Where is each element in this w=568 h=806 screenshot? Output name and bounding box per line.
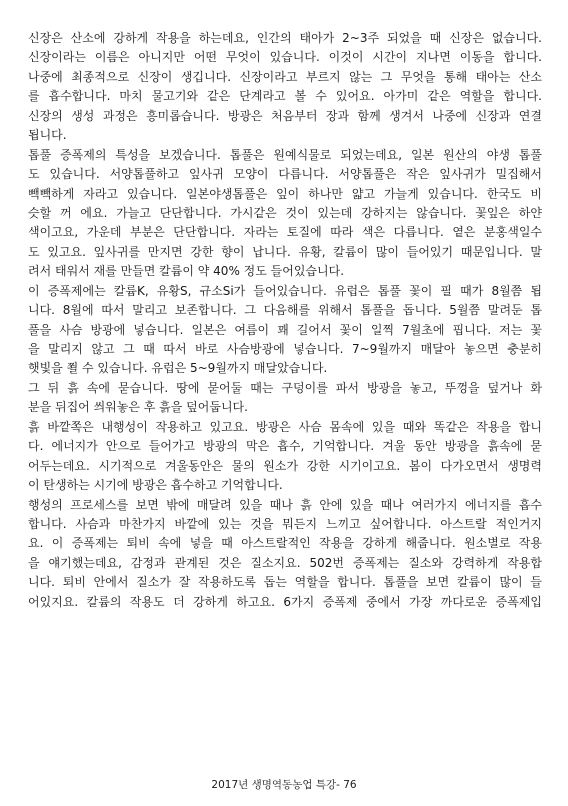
text-line: 이 탄생하는 시기에 방광은 흡수하고 기억합니다. — [28, 478, 283, 493]
text-line: 을 말리지 않고 그 때 따서 바로 사슴방광에 넣습니다. 7~9월까지 매달아 놓으면 충분히 — [28, 342, 542, 356]
text-line: 니다. 퇴비 안에서 질소가 잘 작용하도록 돕는 역할을 합니다. 톱풀을 보면 칼륨이 많이 들 — [28, 575, 542, 590]
text-line: 톱풀 증폭제의 특성을 보겠습니다. 톱풀은 원예식물로 되었는데요, 일본 원산의 야생 톱풀 — [28, 147, 542, 162]
text-line: 합니다. 사슴과 마찬가지 바깥에 있는 것을 뭐든지 느끼고 싶어합니다. 아스트랄 적인거지 — [28, 516, 542, 531]
text-line: 분을 뒤집어 씌워놓은 후 흙을 덮어둡니다. — [28, 400, 248, 415]
text-line: 흙 바깥쪽은 내행성이 작용하고 있고요. 방광은 사슴 몸속에 있을 때와 똑같은 작용을 합니 — [28, 419, 542, 434]
text-line: 그 뒤 흙 속에 묻습니다. 땅에 묻어둘 때는 구덩이를 파서 방광을 놓고, 뚜껑을 덮거나 화 — [28, 380, 542, 395]
text-line: 어있지요. 칼륨의 작용도 더 강하게 하고요. 6가지 증폭제 중에서 가장 까다로운 증폭제입 — [28, 594, 542, 609]
text-line: 다. 에너지가 안으로 들어가고 방광의 막은 흡수, 기억합니다. 겨울 동안 방광을 흙속에 묻 — [28, 439, 542, 454]
text-line: 신장은 산소에 강하게 작용을 하는데요, 인간의 태아가 2~3주 되었을 때 신장은 없습니다. — [28, 31, 542, 45]
text-line: 슷할 꺼 에요. 가늘고 단단합니다. 가시같은 것이 있는데 강하지는 않습니다. 꽃잎은 하얀 — [28, 205, 542, 220]
text-line: 빽빽하게 자라고 있습니다. 일본야생톱풀은 잎이 하나만 얇고 가늘게 있습니다. 한국도 비 — [28, 186, 542, 201]
text-line: 색이고요, 가운데 부분은 단단합니다. 자라는 토질에 따라 색은 다릅니다. 옅은 분홍색일수 — [28, 225, 542, 240]
text-line: 됩니다. — [28, 128, 67, 143]
page-footer: 2017년 생명역동농업 특강- 76 — [211, 779, 357, 791]
text-line: 니다. 8월에 따서 말리고 보존합니다. 그 다음해를 위해서 톱풀을 돕니다. 5월쯤 말려둔 톱 — [28, 303, 542, 318]
text-line: 나중에 최종적으로 신장이 생깁니다. 신장이라고 부르지 않는 그 무엇을 통해 태아는 산소 — [28, 69, 542, 84]
text-line: 풀을 사슴 방광에 넣습니다. 일본은 여름이 꽤 길어서 꽃이 일찍 7월초에 핍니다. 저는 꽃 — [28, 322, 542, 337]
text-line: 행성의 프로세스를 보면 밖에 매달려 있을 때나 흙 안에 있을 때나 여러가지 에너지를 흡수 — [28, 497, 542, 512]
text-line: 신장이라는 이름은 아니지만 어떤 무엇이 있습니다. 이것이 시간이 지나면 이동을 합니다. — [28, 50, 542, 65]
text-line: 어두는데요. 시기적으로 겨울동안은 물의 원소가 강한 시기이고요. 봄이 다가오면서 생명력 — [28, 458, 542, 473]
text-line: 이 증폭제에는 칼륨K, 유황S, 규소Si가 들어있습니다. 유럽은 톱풀 꽃이 필 때가 8월쯤 됩 — [28, 283, 542, 298]
text-line: 신장의 생성 과정은 흥미롭습니다. 방광은 처음부터 장과 함께 생겨서 나중에 신장과 연결 — [28, 108, 542, 123]
text-line: 를 흡수합니다. 마치 물고기와 같은 단계라고 볼 수 있어요. 아가미 같은 역할을 합니다. — [28, 89, 542, 104]
body-text — [28, 29, 542, 612]
text-line: 도 있고요. 잎사귀를 만지면 강한 향이 납니다. 유황, 칼륨이 많이 들어있기 때문입니다. 말 — [28, 244, 542, 259]
text-line: 려서 태워서 재를 만들면 칼륨이 약 40% 정도 들어있습니다. — [28, 264, 345, 279]
text-line: 을 얘기했는데요, 감정과 관계된 것은 질소지요. 502번 증폭제는 질소와 강력하게 작용합 — [28, 555, 542, 570]
text-line: 도 있습니다. 서양톱풀하고 잎사귀 모양이 다릅니다. 서양톱풀은 작은 잎사귀가 밀집해서 — [28, 167, 542, 182]
text-line: 햇빛을 쬘 수 있습니다. 유럽은 5~9월까지 매달았습니다. — [28, 361, 328, 376]
text-line: 요. 이 증폭제는 퇴비 속에 넣을 때 아스트랄적인 작용을 강하게 해줍니다. 원소별로 작용 — [28, 536, 542, 551]
